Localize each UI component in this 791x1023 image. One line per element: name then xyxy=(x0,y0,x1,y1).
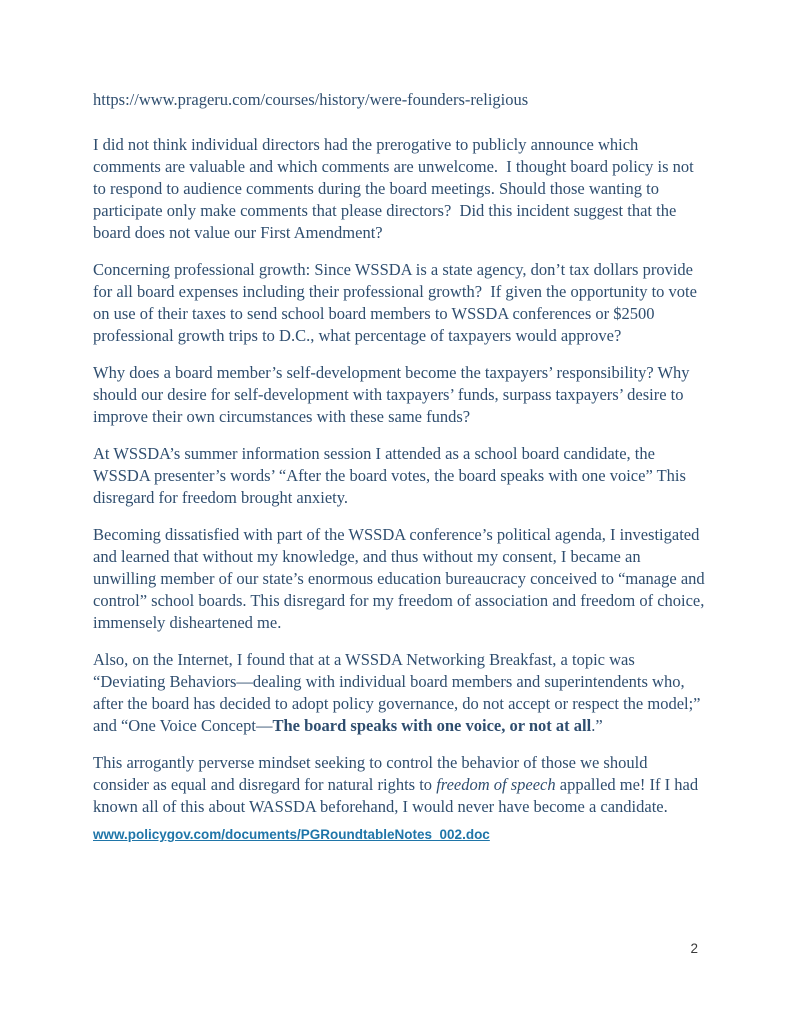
page-number: 2 xyxy=(690,941,698,956)
paragraph-perverse-mindset-closing: appalled me! If I had known all of this about WASSDA beforehand, I would never have become a candidate. xyxy=(93,775,703,816)
paragraph-summer-session: At WSSDA’s summer information session I attended as a school board candidate, the WSSDA presenter’s words’ “After the board votes, the board speaks with one voice” This disregard for freedom brought anxiety. xyxy=(93,444,691,507)
paragraph-networking-breakfast-closing: .” xyxy=(591,716,603,735)
paragraph-networking-breakfast-bold-text: The board speaks with one voice, or not at all xyxy=(272,716,592,735)
paragraph-perverse-mindset-italic-text: freedom of speech xyxy=(436,775,556,794)
paragraph-self-development: Why does a board member’s self-development become the taxpayers’ responsibility? Why should our desire for self-development with taxpayers’ funds, surpass taxpayers’ desire to improve their own circumstances with these same funds? xyxy=(93,363,694,426)
paragraph-perverse-mindset-text: This arrogantly perverse mindset seeking to control the behavior of those we should consider as equal and disregard for natural rights to xyxy=(93,753,652,794)
document-body xyxy=(93,89,709,844)
source-url-text: https://www.prageru.com/courses/history/were-founders-religious xyxy=(93,90,529,109)
paragraph-networking-breakfast xyxy=(93,649,705,737)
paragraph-perverse-mindset xyxy=(93,752,705,818)
paragraph-networking-breakfast-text: Also, on the Internet, I found that at a WSSDA Networking Breakfast, a topic was “Deviating Behaviors—dealing with individual board members and superintendents who, after the board has decided to adopt policy governance, do not accept or respect the model;” and “One Voice Concept— xyxy=(93,650,705,735)
paragraph-professional-growth: Concerning professional growth: Since WSSDA is a state agency, don’t tax dollars provide for all board expenses including their professional growth? If given the opportunity to vote on use of their taxes to send school board members to WSSDA conferences or $2500 professional growth trips to D.C., what percentage of taxpayers would approve? xyxy=(93,260,702,345)
paragraph-board-comments: I did not think individual directors had the prerogative to publicly announce which comments are valuable and which comments are unwelcome. I thought board policy is not to respond to audience comments during the board meetings. Should those wanting to participate only make comments that please directors? Did this incident suggest that the board does not value our First Amendment? xyxy=(93,135,698,242)
reference-hyperlink[interactable]: www.policygov.com/documents/PGRoundtableNotes_002.doc xyxy=(93,827,490,842)
paragraph-becoming-dissatisfied: Becoming dissatisfied with part of the WSSDA conference’s political agenda, I investigated and learned that without my knowledge, and thus without my consent, I became an unwilling member of our state’s enormous education bureaucracy conceived to “manage and control” school boards. This disregard for my freedom of association and freedom of choice, immensely disheartened me. xyxy=(93,525,709,632)
